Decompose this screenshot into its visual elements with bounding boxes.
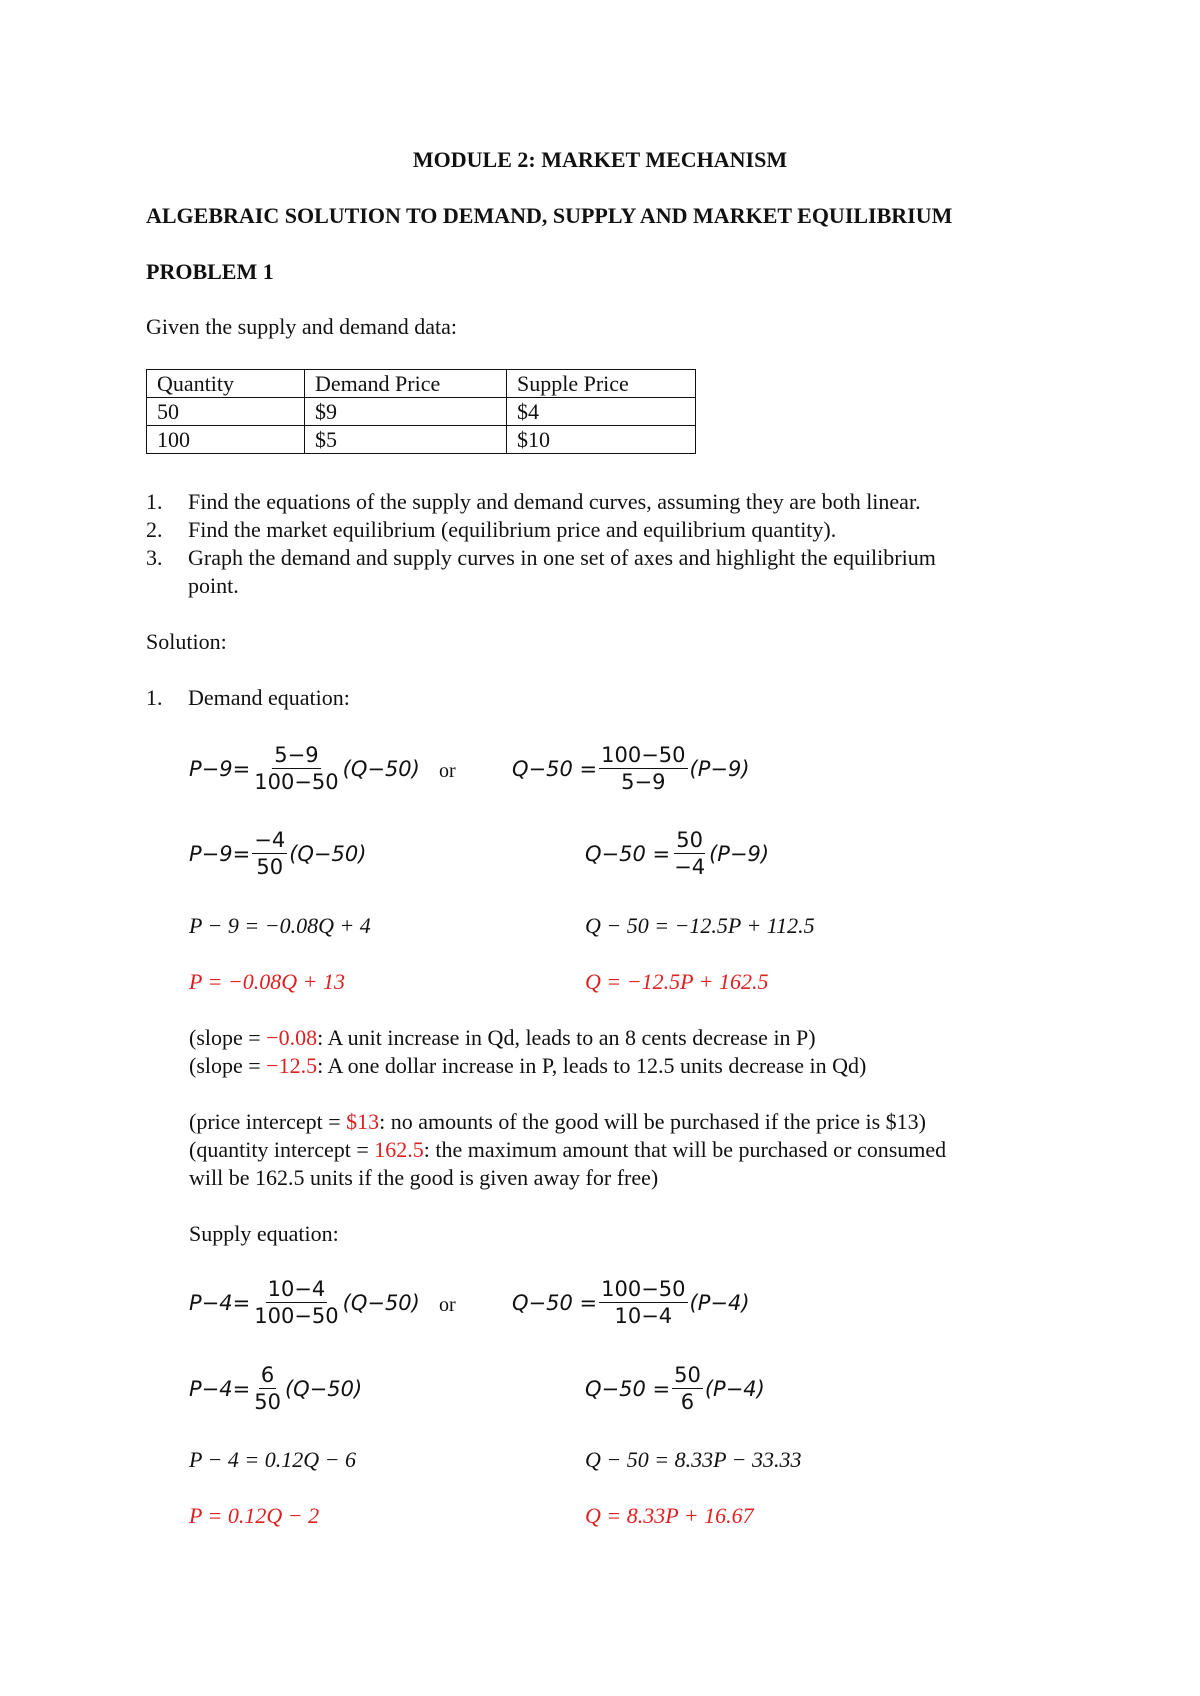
price-intercept-note bbox=[189, 1108, 926, 1136]
fraction bbox=[599, 742, 687, 795]
problem-heading: PROBLEM 1 bbox=[146, 259, 274, 284]
header-cell: Demand Price bbox=[305, 370, 507, 398]
note-text: : A one dollar increase in P, leads to 12.5 units decrease in Qd) bbox=[317, 1053, 867, 1078]
eq-tail: (Q−50) bbox=[342, 1290, 420, 1315]
fraction bbox=[672, 827, 707, 880]
list-item bbox=[146, 544, 936, 600]
demand-eq-left-1 bbox=[189, 742, 420, 795]
demand-heading-text: Demand equation: bbox=[188, 685, 350, 710]
note-text: : no amounts of the good will be purchased if the price is $13) bbox=[379, 1109, 926, 1134]
quantity-intercept-note bbox=[189, 1136, 946, 1192]
page-title: MODULE 2: MARKET MECHANISM bbox=[412, 147, 788, 172]
note-value: −12.5 bbox=[266, 1053, 318, 1078]
note-text: : A unit increase in Qd, leads to an 8 cents decrease in P) bbox=[317, 1025, 816, 1050]
eq-tail: (Q−50) bbox=[284, 1376, 363, 1401]
table-row bbox=[147, 398, 696, 426]
denominator: −4 bbox=[674, 855, 706, 879]
note-value: 162.5 bbox=[374, 1137, 424, 1162]
eq-lhs: Q−50 = bbox=[512, 1290, 598, 1315]
list-number: 1. bbox=[146, 489, 163, 514]
numerator: 50 bbox=[674, 1363, 701, 1387]
fraction bbox=[252, 1276, 340, 1329]
numerator: 10−4 bbox=[267, 1277, 326, 1301]
denominator: 6 bbox=[680, 1390, 695, 1414]
table-cell: 50 bbox=[147, 398, 305, 426]
eq-lhs: P−4= bbox=[189, 1290, 251, 1315]
demand-eq-left-3: P − 9 = −0.08Q + 4 bbox=[189, 913, 371, 938]
fraction bbox=[252, 827, 287, 880]
demand-heading bbox=[146, 684, 350, 712]
eq-tail: (Q−50) bbox=[342, 756, 420, 781]
denominator: 50 bbox=[256, 855, 284, 879]
eq-tail: (P−4) bbox=[689, 1290, 750, 1315]
note-text: (quantity intercept = bbox=[189, 1137, 375, 1162]
numerator: 50 bbox=[676, 828, 703, 852]
eq-tail: (P−9) bbox=[709, 841, 770, 866]
note-text: : the maximum amount that will be purchased or consumed bbox=[423, 1137, 947, 1162]
numerator: −4 bbox=[254, 828, 286, 852]
intro-text: Given the supply and demand data: bbox=[146, 314, 457, 339]
fraction bbox=[672, 1362, 703, 1415]
denominator: 10−4 bbox=[614, 1304, 673, 1328]
numerator: 5−9 bbox=[274, 743, 319, 767]
list-text: Find the equations of the supply and demand curves, assuming they are both linear. bbox=[188, 489, 921, 514]
demand-eq-right-3: Q − 50 = −12.5P + 112.5 bbox=[585, 913, 815, 938]
list-text bbox=[188, 544, 936, 600]
demand-eq-right-2 bbox=[585, 827, 769, 880]
supply-eq-left-1 bbox=[189, 1276, 420, 1329]
header-cell: Supple Price bbox=[507, 370, 696, 398]
eq-lhs: Q−50 = bbox=[585, 841, 671, 866]
supply-heading: Supply equation: bbox=[189, 1221, 339, 1246]
list-item bbox=[146, 516, 936, 544]
solution-label: Solution: bbox=[146, 629, 227, 654]
denominator: 5−9 bbox=[621, 770, 666, 794]
table-header-row bbox=[147, 370, 696, 398]
demand-result-price: P = −0.08Q + 13 bbox=[189, 969, 345, 994]
or-word: or bbox=[439, 760, 456, 782]
eq-lhs: P−4= bbox=[189, 1376, 251, 1401]
eq-lhs: P−9= bbox=[189, 841, 251, 866]
table-cell: $5 bbox=[305, 426, 507, 454]
supply-eq-right-3: Q − 50 = 8.33P − 33.33 bbox=[585, 1447, 802, 1472]
list-number: 3. bbox=[146, 545, 163, 570]
eq-tail: (P−4) bbox=[704, 1376, 765, 1401]
eq-tail: (P−9) bbox=[689, 756, 750, 781]
note-text: (slope = bbox=[189, 1053, 267, 1078]
fraction bbox=[252, 742, 340, 795]
eq-lhs: Q−50 = bbox=[585, 1376, 671, 1401]
task-list bbox=[146, 488, 936, 600]
supply-eq-left-2 bbox=[189, 1362, 362, 1415]
supply-eq-right-2 bbox=[585, 1362, 765, 1415]
list-text-line: point. bbox=[188, 573, 239, 598]
header-cell: Quantity bbox=[147, 370, 305, 398]
supply-result-price: P = 0.12Q − 2 bbox=[189, 1503, 320, 1528]
eq-tail: (Q−50) bbox=[289, 841, 367, 866]
supply-demand-table bbox=[146, 369, 696, 454]
supply-eq-right-1 bbox=[512, 1276, 750, 1329]
slope-note-1 bbox=[189, 1024, 816, 1052]
list-text: Find the market equilibrium (equilibrium price and equilibrium quantity). bbox=[188, 517, 837, 542]
list-number: 2. bbox=[146, 517, 163, 542]
note-value: $13 bbox=[346, 1109, 380, 1134]
numerator: 6 bbox=[260, 1363, 275, 1387]
numerator: 100−50 bbox=[601, 1277, 686, 1301]
list-number: 1. bbox=[146, 685, 163, 710]
fraction bbox=[252, 1362, 283, 1415]
table-cell: 100 bbox=[147, 426, 305, 454]
table-row bbox=[147, 426, 696, 454]
list-text-line: Graph the demand and supply curves in one set of axes and highlight the equilibrium bbox=[188, 545, 936, 570]
numerator: 100−50 bbox=[601, 743, 686, 767]
eq-lhs: Q−50 = bbox=[512, 756, 598, 781]
note-text: will be 162.5 units if the good is given away for free) bbox=[189, 1165, 659, 1190]
or-word: or bbox=[439, 1294, 456, 1316]
table-cell: $10 bbox=[507, 426, 696, 454]
supply-result-quantity: Q = 8.33P + 16.67 bbox=[585, 1503, 754, 1528]
supply-eq-left-3: P − 4 = 0.12Q − 6 bbox=[189, 1447, 356, 1472]
table-cell: $9 bbox=[305, 398, 507, 426]
note-text: (slope = bbox=[189, 1025, 267, 1050]
note-value: −0.08 bbox=[266, 1025, 318, 1050]
denominator: 100−50 bbox=[254, 1304, 339, 1328]
section-subtitle: ALGEBRAIC SOLUTION TO DEMAND, SUPPLY AND MARKET EQUILIBRIUM bbox=[146, 203, 953, 228]
note-text: (price intercept = bbox=[189, 1109, 347, 1134]
slope-note-2 bbox=[189, 1052, 866, 1080]
fraction bbox=[599, 1276, 687, 1329]
denominator: 100−50 bbox=[254, 770, 339, 794]
demand-eq-left-2 bbox=[189, 827, 366, 880]
denominator: 50 bbox=[254, 1390, 281, 1414]
table-cell: $4 bbox=[507, 398, 696, 426]
list-item bbox=[146, 488, 936, 516]
eq-lhs: P−9= bbox=[189, 756, 251, 781]
demand-eq-right-1 bbox=[512, 742, 750, 795]
demand-result-quantity: Q = −12.5P + 162.5 bbox=[585, 969, 769, 994]
